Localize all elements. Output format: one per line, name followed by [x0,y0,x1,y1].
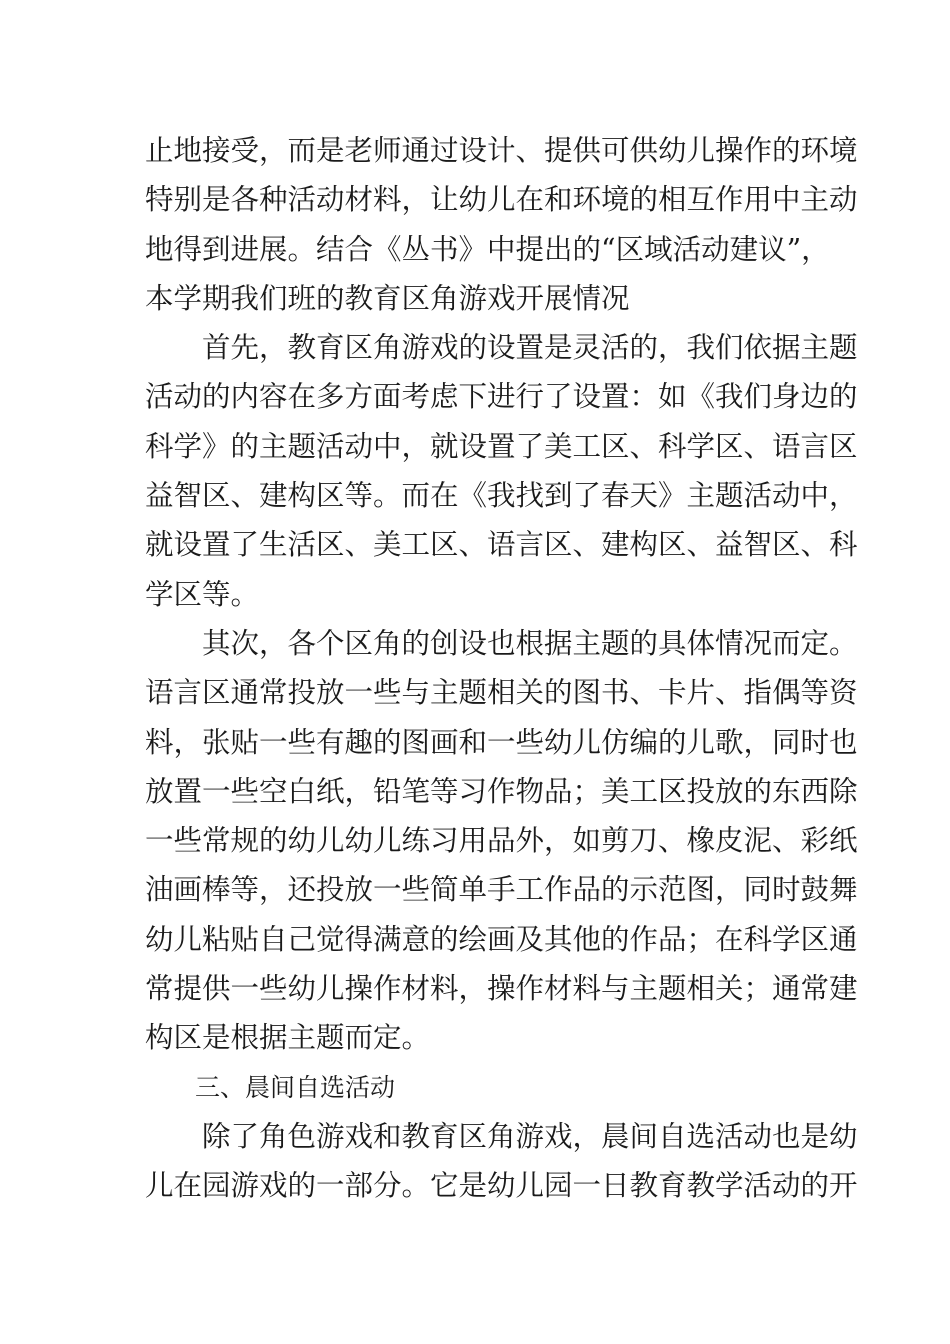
text-line: 语言区通常投放一些与主题相关的图书、卡片、指偶等资 [145,676,858,710]
text-line: 油画棒等，还投放一些简单手工作品的示范图，同时鼓舞 [145,873,858,907]
text-line: 科学》的主题活动中，就设置了美工区、科学区、语言区 [145,429,858,463]
text-line: 学区等。 [145,577,260,611]
paragraph-first-line: 首先，教育区角游戏的设置是灵活的，我们依据主题 [202,331,858,365]
text-line: 幼儿粘贴自己觉得满意的绘画及其他的作品；在科学区通 [145,922,858,956]
paragraph-first-line: 其次，各个区角的创设也根据主题的具体情况而定。 [202,626,858,660]
text-line: 儿在园游戏的一部分。它是幼儿园一日教育教学活动的开 [145,1169,858,1203]
text-line: 就设置了生活区、美工区、语言区、建构区、益智区、科 [145,528,858,562]
body-text [145,126,858,1211]
text-line: 止地接受，而是老师通过设计、提供可供幼儿操作的环境 [145,134,858,167]
text-line: 一些常规的幼儿幼儿练习用品外，如剪刀、橡皮泥、彩纸 [145,824,858,858]
text-line: 活动的内容在多方面考虑下进行了设置：如《我们身边的 [145,380,858,414]
text-line: 本学期我们班的教育区角游戏开展情况 [145,281,630,315]
text-line: 地得到进展。结合《丛书》中提出的“区域活动建议”， [145,232,830,266]
text-line: 构区是根据主题而定。 [145,1021,431,1055]
text-line: 特别是各种活动材料，让幼儿在和环境的相互作用中主动 [145,183,858,217]
text-line: 益智区、建构区等。而在《我找到了春天》主题活动中， [145,479,858,513]
text-line: 常提供一些幼儿操作材料，操作材料与主题相关；通常建 [145,972,858,1006]
section-heading: 三、晨间自选活动 [195,1072,396,1102]
text-line: 料，张贴一些有趣的图画和一些幼儿仿编的儿歌，同时也 [145,725,858,759]
paragraph-first-line: 除了角色游戏和教育区角游戏，晨间自选活动也是幼 [202,1119,858,1153]
text-line: 放置一些空白纸，铅笔等习作物品；美工区投放的东西除 [145,774,858,808]
